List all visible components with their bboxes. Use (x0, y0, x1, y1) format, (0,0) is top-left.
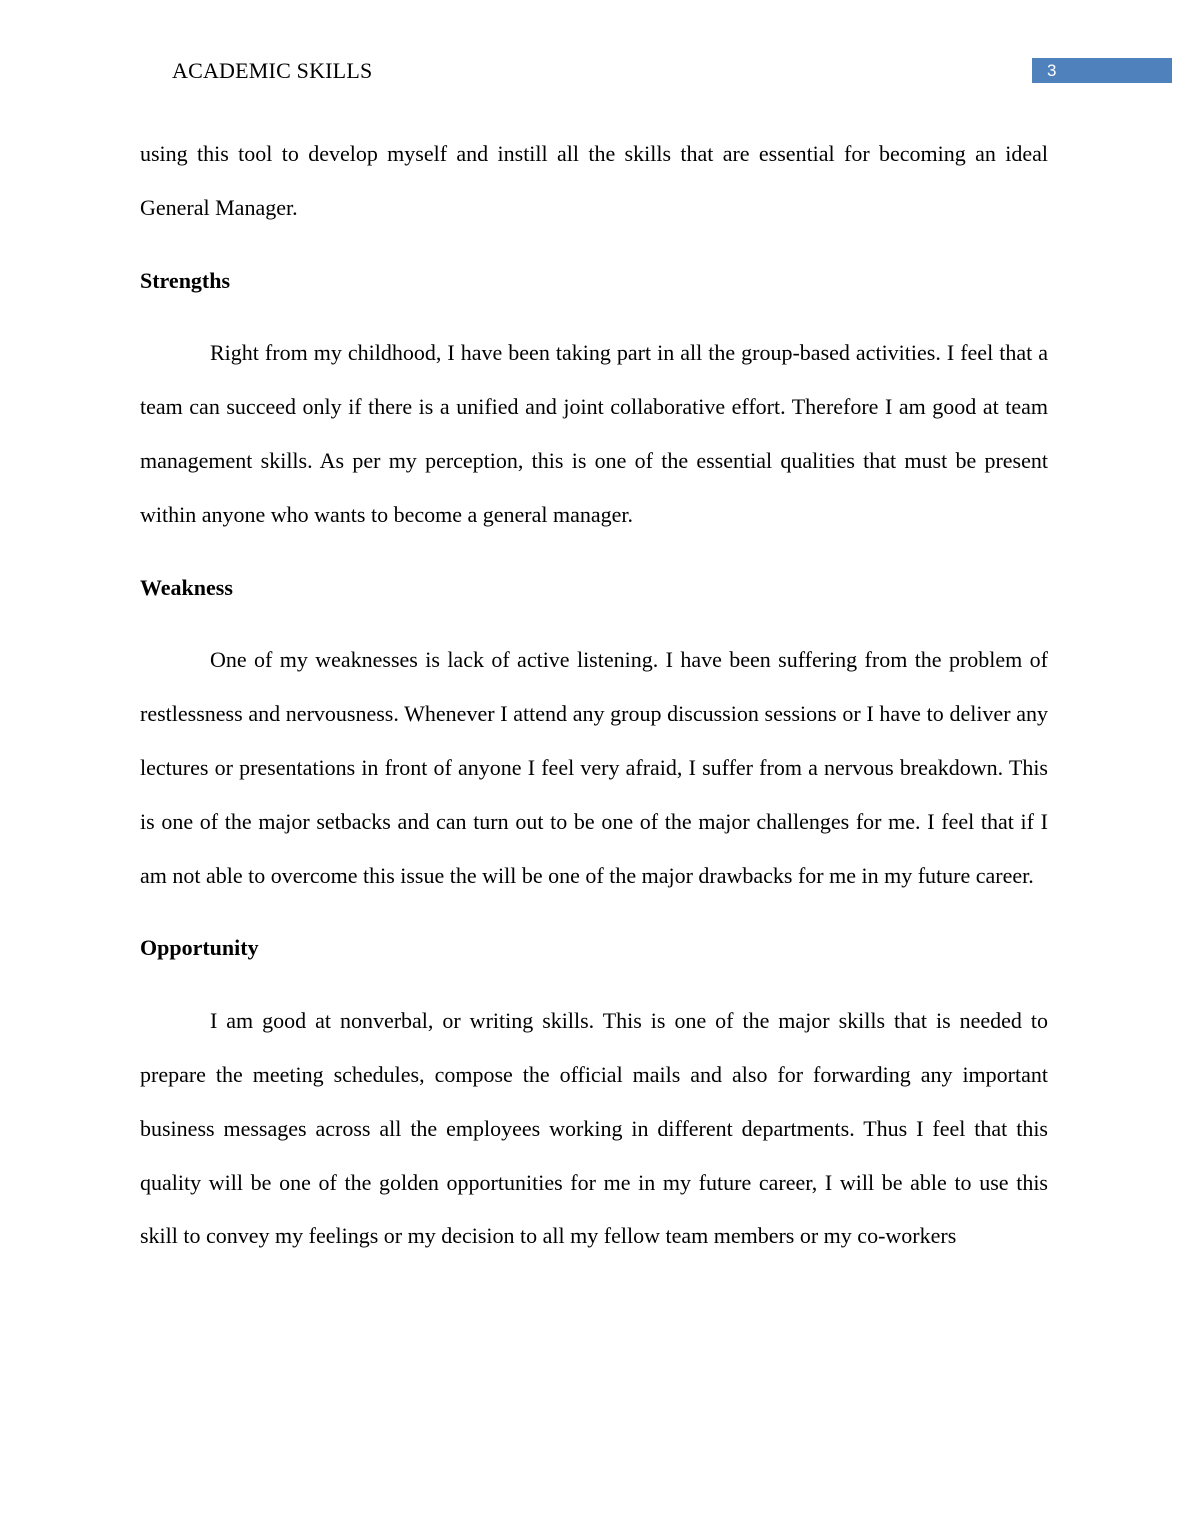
section-heading-strengths: Strengths (140, 267, 231, 293)
running-header-title: ACADEMIC SKILLS (172, 58, 373, 83)
section-paragraph-weakness: One of my weaknesses is lack of active listening. I have been suffering from the problem of restlessness and nervousness. Whenever I attend any group discussion sessions or I have to deliver any lectures or presentations in front of anyone I feel very afraid, I suffer from a nervous breakdown. This is one of the major setbacks and can turn out to be one of the major challenges for me. I feel that if I am not able to overcome this issue the will be one of the major drawbacks for me in my future career. (140, 647, 1048, 888)
section-heading-weakness: Weakness (140, 574, 233, 600)
intro-paragraph: using this tool to develop myself and instill all the skills that are essential for becoming an ideal General Manager. (140, 141, 1048, 220)
section-paragraph-strengths: Right from my childhood, I have been taking part in all the group-based activities. I feel that a team can succeed only if there is a unified and joint collaborative effort. Therefore I am good at team management skills. As per my perception, this is one of the essential qualities that must be present within anyone who wants to become a general manager. (140, 340, 1048, 527)
section-heading-opportunity: Opportunity (140, 935, 259, 961)
page-number-badge (1032, 58, 1172, 83)
page-number: 3 (1047, 61, 1057, 80)
document-body (140, 127, 1048, 1263)
section-paragraph-opportunity: I am good at nonverbal, or writing skills. This is one of the major skills that is needed to prepare the meeting schedules, compose the official mails and also for forwarding any important business messages across all the employees working in different departments. Thus I feel that this quality will be one of the golden opportunities for me in my future career, I will be able to use this skill to convey my feelings or my decision to all my fellow team members or my co-workers (140, 1008, 1048, 1249)
